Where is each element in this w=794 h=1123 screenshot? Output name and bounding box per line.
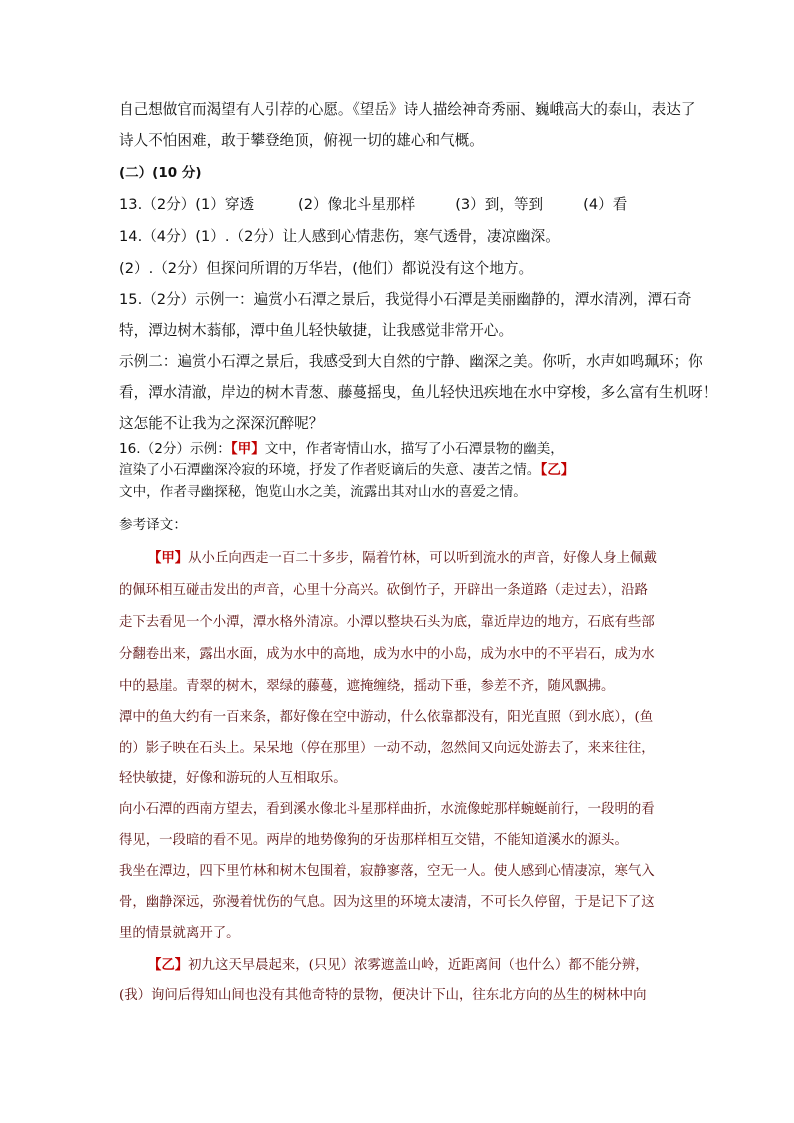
translation-p3-line-1: 向小石潭的西南方望去，看到溪水像北斗星那样曲折，水流像蛇那样蜿蜒前行，一段明的看 (119, 802, 655, 817)
translation-jia-tag: 【甲】 (148, 550, 189, 566)
q16-prefix: 16.（2分）示例： (119, 441, 231, 457)
q16-line-1 (119, 443, 564, 457)
q13-part-1: （2分）(1）穿透 (142, 196, 255, 213)
translation-p5-line-1-text: 初九这天早晨起来，(只见）浓雾遮盖山岭，近距离间（也什么）都不能分辨， (188, 958, 649, 973)
translation-p4-line-1: 我坐在潭边，四下里竹林和树木包围着，寂静寥落，空无一人。使人感到心情凄凉，寒气入 (119, 864, 655, 879)
q16-line-2-text: 渲染了小石潭幽深冷寂的环境，抒发了作者贬谪后的失意、凄苦之情。 (119, 462, 541, 478)
translation-p3-line-2: 得见，一段暗的看不见。两岸的地势像狗的牙齿那样相互交错，不能知道溪水的源头。 (119, 833, 628, 848)
translation-p4-line-3: 里的情景就离开了。 (119, 926, 240, 941)
q13-answer (119, 198, 627, 213)
translation-p2-line-2: 的）影子映在石头上。呆呆地（停在那里）一动不动，忽然间又向远处游去了，来来往往， (119, 741, 655, 756)
q14-answer-2: (2）.（2分）但探问所谓的万华岩，(他们）都说没有这个地方。 (119, 260, 534, 277)
q15-line-1: 15.（2分）示例一：遍赏小石潭之景后，我觉得小石潭是美丽幽静的，潭水清冽，潭石奇 (119, 291, 692, 308)
q15-line-5: 这怎能不让我为之深深沉醉呢？ (119, 415, 324, 432)
translation-p2-line-1: 潭中的鱼大约有一百来条，都好像在空中游动，什么依靠都没有，阳光直照（到水底），(鱼 (119, 710, 654, 725)
q14-answer-1: 14.（4分）(1）.（2分）让人感到心情悲伤，寒气透骨，凄凉幽深。 (119, 228, 560, 245)
translation-p1-line-1 (148, 552, 657, 565)
q13-part-2: (2）像北斗星那样 (298, 196, 416, 213)
q16-yi-tag: 【乙】 (540, 462, 575, 478)
q15-line-4: 看，潭水清澈，岸边的树木青葱、藤蔓摇曳，鱼儿轻快迅疾地在水中穿梭，多么富有生机呀！ (119, 384, 718, 401)
q13-number: 13. (119, 196, 143, 213)
q16-jia-tag: 【甲】 (230, 441, 265, 457)
q13-part-4: (4）看 (583, 196, 628, 213)
q15-line-2: 特，潭边树木蓊郁，潭中鱼儿轻快敏捷，让我感觉非常开心。 (119, 322, 514, 339)
translation-yi-tag: 【乙】 (148, 957, 189, 973)
translation-p1-line-3: 走下去看见一个小潭，潭水格外清凉。小潭以整块石头为底，靠近岸边的地方，石底有些部 (119, 615, 655, 630)
answer-line-2: 诗人不怕困难，敢于攀登绝顶，俯视一切的雄心和气概。 (119, 132, 484, 149)
translation-p1-line-1-text: 从小丘向西走一百二十多步，隔着竹林，可以听到流水的声音，好像人身上佩戴 (188, 551, 657, 566)
translation-p1-line-4: 分翻卷出来，露出水面，成为水中的高地，成为水中的小岛，成为水中的不平岩石，成为水 (119, 647, 655, 662)
q16-line-2 (119, 464, 574, 478)
translation-p4-line-2: 骨，幽静深远，弥漫着忧伤的气息。因为这里的环境太凄清，不可长久停留，于是记下了这 (119, 895, 655, 910)
translation-p5-line-2: (我）询问后得知山间也没有其他奇特的景物，便决计下山，往东北方向的丛生的树林中向 (119, 988, 647, 1003)
translation-p1-line-5: 中的悬崖。青翠的树木，翠绿的藤蔓，遮掩缠绕，摇动下垂，参差不齐，随风飘拂。 (119, 679, 615, 694)
q13-part-3: (3）到，等到 (455, 196, 544, 213)
q16-line-1-text: 文中，作者寄情山水，描写了小石潭景物的幽美， (264, 441, 564, 457)
answer-line-1: 自己想做官而渴望有人引荐的心愿。《望岳》诗人描绘神奇秀丽、巍峨高大的泰山，表达了 (119, 101, 696, 118)
translation-heading: 参考译文： (119, 517, 187, 533)
q15-line-3: 示例二：遍赏小石潭之景后，我感受到大自然的宁静、幽深之美。你听，水声如鸣珮环；你 (119, 353, 703, 370)
translation-p1-line-2: 的佩环相互碰击发出的声音，心里十分高兴。砍倒竹子，开辟出一条道路（走过去），沿路 (119, 583, 648, 598)
q16-line-3: 文中，作者寻幽探秘，饱览山水之美，流露出其对山水的喜爱之情。 (119, 484, 527, 500)
translation-p2-line-3: 轻快敏捷，好像和游玩的人互相取乐。 (119, 771, 347, 786)
translation-p5-line-1 (148, 959, 649, 972)
section-2-heading: (二）(10 分) (119, 165, 202, 181)
